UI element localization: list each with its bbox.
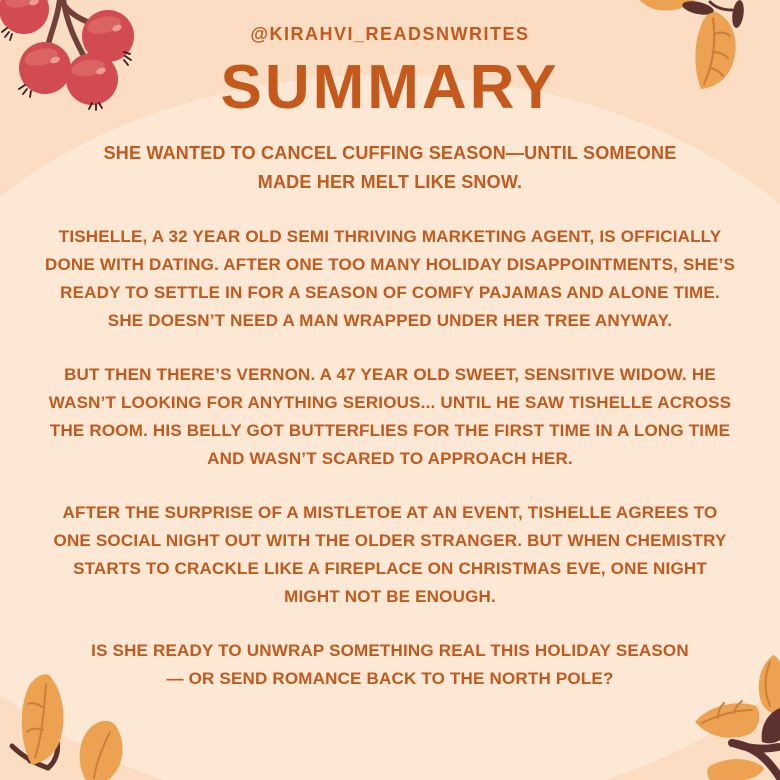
account-handle: @KIRAHVI_READSNWRITES: [250, 24, 530, 44]
page-title: SUMMARY: [220, 53, 560, 122]
summary-paragraph-2: BUT THEN THERE’S VERNON. A 47 YEAR OLD SWEET, SENSITIVE WIDOW. HE WASN’T LOOKING FOR ANYTHING SERIOUS... UNTIL HE SAW TISHELLE ACROSS THE ROOM. HIS BELLY GOT BUTTERFLIES FOR THE FIRST TIME IN A LONG TIME AND WASN’T SCARED TO APPROACH HER.: [48, 365, 732, 468]
summary-paragraph-1: TISHELLE, A 32 YEAR OLD SEMI THRIVING MARKETING AGENT, IS OFFICIALLY DONE WITH DATING. AFTER ONE TOO MANY HOLIDAY DISAPPOINTMENTS, SHE’S READY TO SETTLE IN FOR A SEASON OF COMFY PAJAMAS AND ALONE TIME. SHE DOESN’T NEED A MAN WRAPPED UNDER HER TREE ANYWAY.: [45, 227, 735, 330]
summary-paragraph-3: AFTER THE SURPRISE OF A MISTLETOE AT AN EVENT, TISHELLE AGREES TO ONE SOCIAL NIGHT OUT WITH THE OLDER STRANGER. BUT WHEN CHEMISTRY STARTS TO CRACKLE LIKE A FIREPLACE ON CHRISTMAS EVE, ONE NIGHT MIGHT NOT BE ENOUGH.: [53, 503, 727, 606]
summary-paragraph-4: IS SHE READY TO UNWRAP SOMETHING REAL THIS HOLIDAY SEASON — OR SEND ROMANCE BACK TO THE NORTH POLE?: [91, 641, 689, 688]
tagline-text: SHE WANTED TO CANCEL CUFFING SEASON—UNTIL SOMEONE MADE HER MELT LIKE SNOW.: [103, 143, 677, 192]
